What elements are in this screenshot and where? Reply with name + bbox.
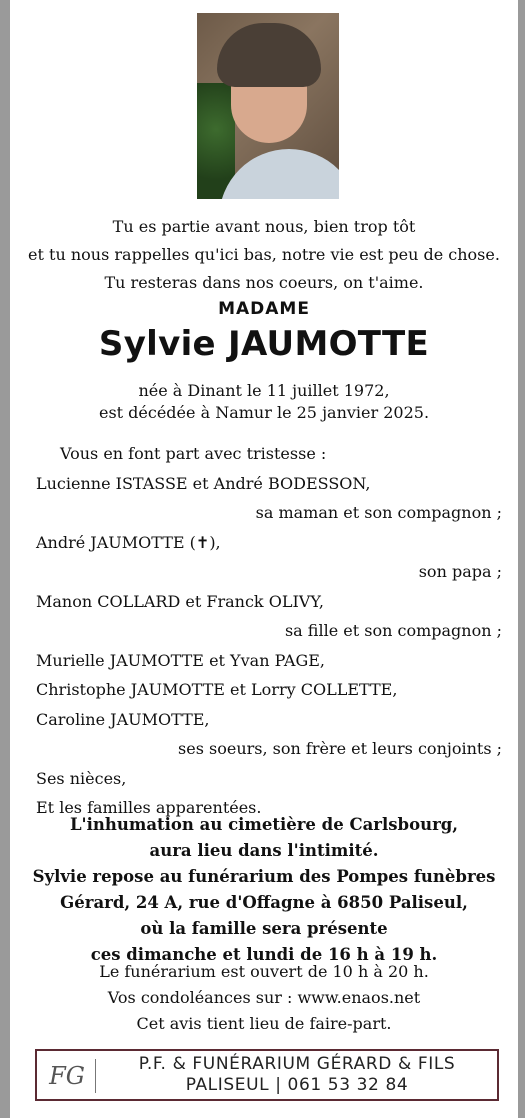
- practical-info: [10, 959, 518, 1037]
- family-relation: ses soeurs, son frère et leurs conjoints ;: [178, 739, 502, 758]
- ceremony-line: Gérard, 24 A, rue d'Offagne à 6850 Paliseul,: [60, 893, 468, 912]
- ceremony-details: [10, 812, 518, 968]
- family-line: Caroline JAUMOTTE,: [36, 709, 210, 729]
- ceremony-line: ces dimanche et lundi de 16 h à 19 h.: [90, 945, 438, 964]
- family-relation: son papa ;: [418, 562, 502, 581]
- funeral-home-banner: [35, 1049, 499, 1101]
- family-line: Et les familles apparentées.: [36, 798, 262, 817]
- family-line: André JAUMOTTE (✝),: [36, 532, 221, 552]
- family-intro: Vous en font part avec tristesse :: [60, 444, 327, 463]
- poem: [10, 213, 518, 297]
- poem-line: et tu nous rappelles qu'ici bas, notre vie est peu de chose.: [28, 245, 500, 264]
- family-line: Lucienne ISTASSE et André BODESSON,: [36, 473, 371, 493]
- funeral-home-text: [97, 1054, 497, 1096]
- info-line: Cet avis tient lieu de faire-part.: [136, 1014, 392, 1033]
- family-list: [36, 439, 502, 823]
- ceremony-line: L'inhumation au cimetière de Carlsbourg,: [69, 815, 459, 834]
- deceased-name: Sylvie JAUMOTTE: [98, 324, 430, 364]
- funeral-home-name: P.F. & FUNÉRARIUM GÉRARD & FILS: [138, 1054, 456, 1074]
- family-line: Ses nièces,: [36, 768, 127, 788]
- family-line: Manon COLLARD et Franck OLIVY,: [36, 591, 324, 611]
- portrait-shoulder: [219, 149, 339, 199]
- death-line: est décédée à Namur le 25 janvier 2025.: [98, 403, 430, 422]
- birth-death-info: [10, 380, 518, 424]
- obituary-page: [10, 0, 518, 1118]
- family-relation: sa maman et son compagnon ;: [255, 503, 502, 522]
- honorific: MADAME: [218, 299, 310, 319]
- ceremony-line: Sylvie repose au funérarium des Pompes funèbres: [32, 867, 496, 886]
- family-line: Murielle JAUMOTTE et Yvan PAGE,: [36, 650, 325, 670]
- poem-line: Tu resteras dans nos coeurs, on t'aime.: [104, 273, 424, 292]
- portrait-hair: [217, 23, 321, 87]
- info-line: Le funérarium est ouvert de 10 h à 20 h.: [99, 962, 429, 981]
- ceremony-line: où la famille sera présente: [140, 919, 388, 938]
- poem-line: Tu es partie avant nous, bien trop tôt: [112, 217, 416, 236]
- portrait-photo: [197, 13, 339, 199]
- funeral-home-logo: FG: [49, 1062, 85, 1090]
- family-line: Christophe JAUMOTTE et Lorry COLLETTE,: [36, 680, 398, 699]
- birth-line: née à Dinant le 11 juillet 1972,: [138, 381, 390, 400]
- info-line: Vos condoléances sur : www.enaos.net: [107, 988, 421, 1007]
- footer-divider: [95, 1059, 96, 1093]
- family-relation: sa fille et son compagnon ;: [284, 621, 502, 640]
- ceremony-line: aura lieu dans l'intimité.: [149, 841, 379, 860]
- funeral-home-contact: PALISEUL | 061 53 32 84: [185, 1075, 409, 1095]
